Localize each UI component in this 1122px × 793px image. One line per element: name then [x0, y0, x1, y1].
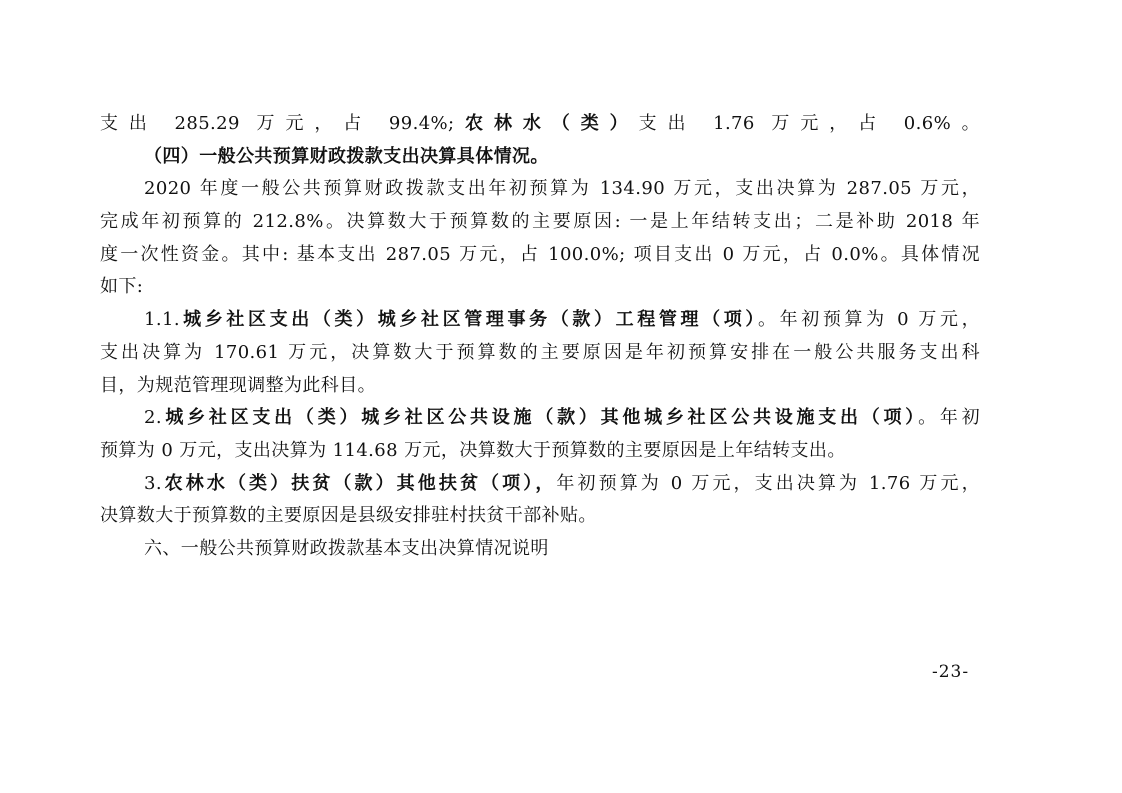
text-run: 预算为 0 万元，支出决算为 114.68 万元，决算数大于预算数的主要原因是上年结转支出。 — [100, 439, 846, 461]
text-run: 如下: — [100, 276, 144, 298]
text-run: 支出 285.29 万元，占 99.4%; — [100, 113, 455, 134]
list-item-number: 1.1. — [144, 309, 180, 331]
text-run: 年初预算为 0 万元，支出决算为 1.76 万元， — [556, 472, 980, 494]
text-run: 支出 1.76 万元，占 0.6%。 — [638, 113, 980, 134]
paragraph-line — [100, 108, 980, 141]
text-run: 目，为规范管理现调整为此科目。 — [100, 374, 376, 396]
paragraph-line — [100, 173, 980, 206]
document-body — [100, 108, 980, 566]
section-heading-text: （四）一般公共预算财政拨款支出决算具体情况。 — [144, 145, 549, 167]
section-heading — [100, 141, 980, 174]
text-run: 。年初预算为 0 万元， — [758, 309, 980, 331]
text-run: 。年初 — [918, 407, 980, 429]
paragraph-line — [100, 271, 980, 304]
text-run-bold: 农林水（类）扶贫（款）其他扶贫（项）， — [161, 472, 557, 494]
list-item-line — [100, 402, 980, 435]
paragraph-line — [100, 435, 980, 468]
text-run-bold: 农林水（类） — [454, 113, 639, 134]
text-run: 完成年初预算的 212.8%。决算数大于预算数的主要原因: 一是上年结转支出；二是补助 2018 年 — [100, 211, 980, 233]
section-title — [100, 533, 980, 566]
section-title-text: 六、一般公共预算财政拨款基本支出决算情况说明 — [144, 537, 549, 559]
text-run: 支出决算为 170.61 万元，决算数大于预算数的主要原因是年初预算安排在一般公共服务支出科 — [100, 341, 980, 363]
text-run: 2020 年度一般公共预算财政拨款支出年初预算为 134.90 万元，支出决算为 287.05 万元， — [144, 178, 980, 200]
text-run-bold: 城乡社区支出（类）城乡社区管理事务（款）工程管理（项） — [179, 309, 759, 331]
list-item-number: 3. — [144, 472, 162, 494]
paragraph-line — [100, 337, 980, 370]
paragraph-line — [100, 500, 980, 533]
text-run: 度一次性资金。其中: 基本支出 287.05 万元，占 100.0%; 项目支出 0 万元，占 0.0%。具体情况 — [100, 243, 980, 265]
list-item-line — [100, 468, 980, 501]
text-run-bold: 城乡社区支出（类）城乡社区公共设施（款）其他城乡社区公共设施支出（项） — [161, 407, 919, 429]
text-run: 决算数大于预算数的主要原因是县级安排驻村扶贫干部补贴。 — [100, 505, 597, 527]
list-item-number: 2. — [144, 407, 162, 429]
page-number: -23- — [932, 662, 970, 682]
paragraph-line — [100, 239, 980, 272]
paragraph-line — [100, 370, 980, 403]
list-item-line — [100, 304, 980, 337]
paragraph-line — [100, 206, 980, 239]
